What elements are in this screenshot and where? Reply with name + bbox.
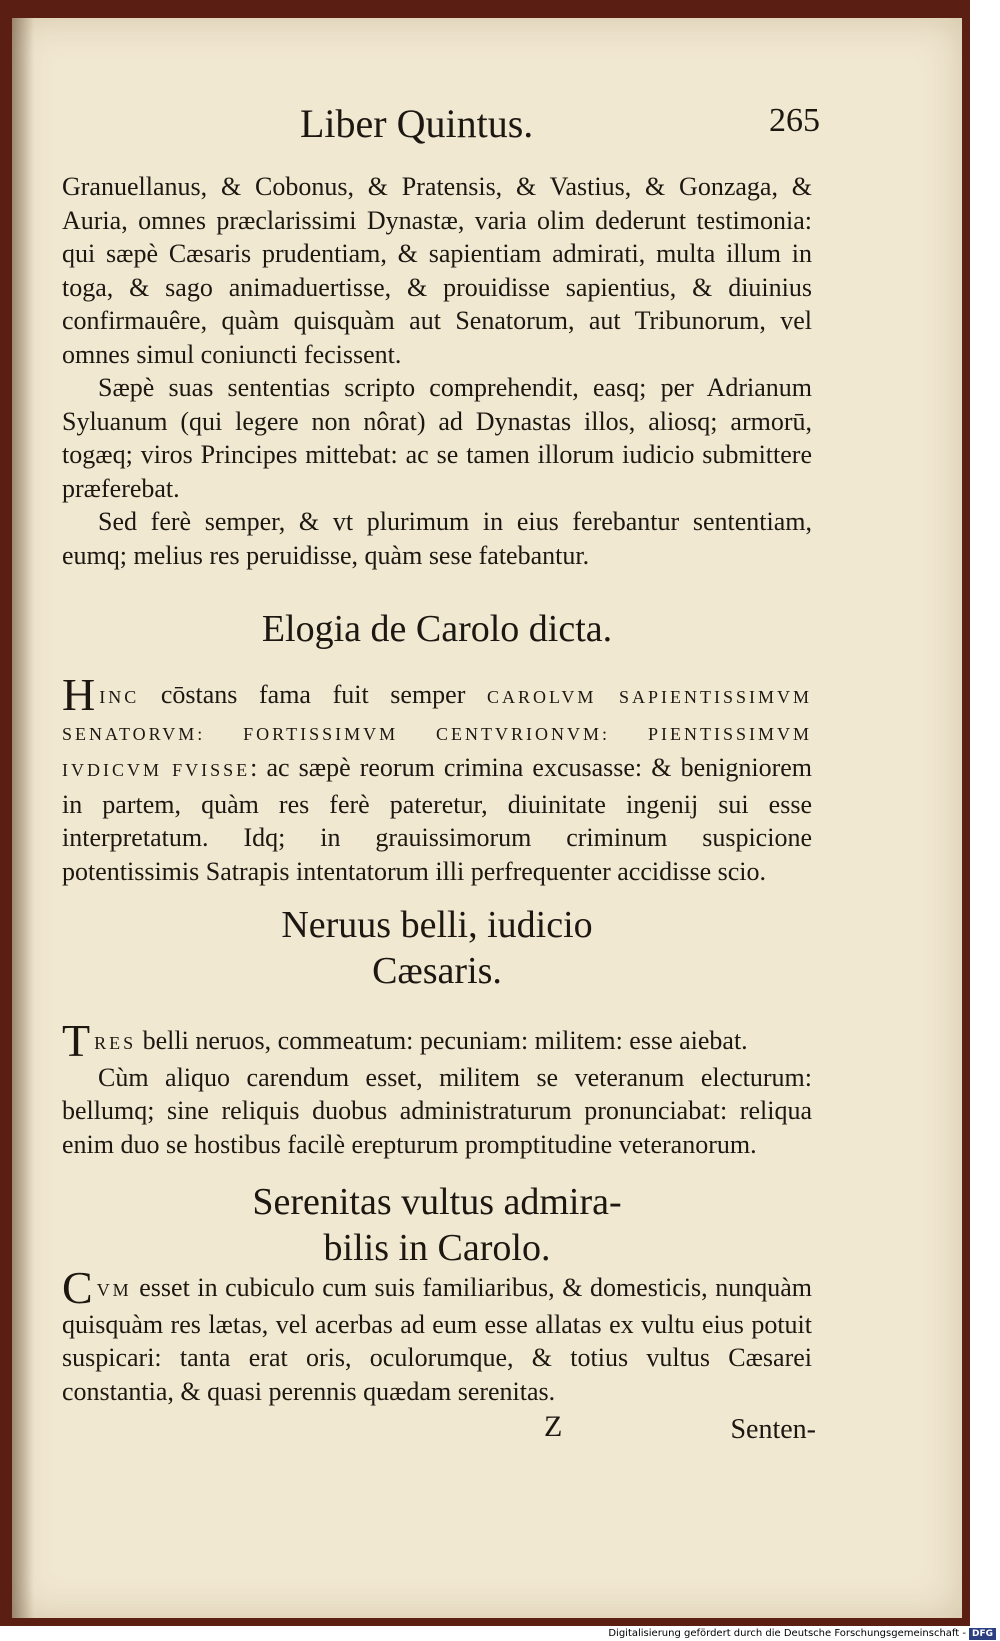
section-paragraph bbox=[62, 1015, 812, 1066]
page-footer bbox=[62, 1410, 816, 1450]
paragraph: Sæpè suas sententias scripto comprehendit, easq; per Adrianum Syluanum (qui legere non nôrat) ad Dynastas illos, aliosq; armorū, togæq; viros Principes mittebat: ac se tamen illorum iudicio submittere præferebat. bbox=[62, 373, 812, 503]
page-text bbox=[62, 100, 820, 1450]
heading-line: Cæsaris. bbox=[372, 950, 502, 992]
section-paragraph bbox=[62, 1262, 812, 1408]
paragraph: Sed ferè semper, & vt plurimum in eius ferebantur sententiam, eumq; melius res peruidisse, quàm sese fatebantur. bbox=[62, 507, 812, 570]
attribution-bar bbox=[576, 1626, 1000, 1641]
opening-small-caps: INC bbox=[99, 687, 140, 707]
signature-mark: Z bbox=[544, 1410, 563, 1443]
running-head: Liber Quintus. bbox=[300, 101, 534, 146]
drop-cap: H bbox=[62, 669, 96, 720]
opening-small-caps: RES bbox=[94, 1033, 137, 1053]
text-run: belli neruos, commeatum: pecuniam: militem: esse aiebat. bbox=[136, 1026, 748, 1055]
dfg-logo: DFG bbox=[969, 1628, 996, 1640]
drop-cap: T bbox=[62, 1015, 91, 1066]
text-run: : ac sæpè reorum crimina excusasse: & benigniorem in partem, quàm res ferè pateretur, diuinitate ingenij sui esse interpretatum. Idq; in grauissimorum criminum suspicione potentissimis Satrapis intentatorum illi perfrequenter accidisse scio. bbox=[62, 753, 812, 886]
section-heading bbox=[62, 902, 812, 994]
paragraph: Cùm aliquo carendum esset, militem se veteranum electurum: bellumq; sine reliquis duobus administraturum pronunciabat: reliqua enim duo se hostibus facilè erepturum promptitudine veteranorum. bbox=[62, 1062, 812, 1159]
attribution-text: Digitalisierung gefördert durch die Deutsche Forschungsgemeinschaft - bbox=[608, 1628, 966, 1639]
heading-line: Neruus belli, iudicio bbox=[281, 904, 593, 946]
gutter-shadow bbox=[12, 18, 34, 1618]
drop-cap: C bbox=[62, 1262, 93, 1313]
heading-line: bilis in Carolo. bbox=[323, 1227, 551, 1269]
catchword: Senten- bbox=[730, 1414, 816, 1445]
page-number: 265 bbox=[769, 102, 820, 139]
text-run: cōstans fama fuit semper bbox=[139, 680, 487, 709]
text-run: esset in cubiculo cum suis familiaribus, & domesticis, nunquàm quisquàm res lætas, vel acerbas ad eum esse allatas ex vultu eius potuit suspicari: tanta erat oris, oculorumque, & totius vultus Cæsarei constantia, & quasi perennis quædam serenitas. bbox=[62, 1273, 812, 1406]
section-heading: Elogia de Carolo dicta. bbox=[261, 608, 613, 650]
small-caps-run: CAROLVM SAPIENTISSIMVM SENATORVM: FORTISSIMVM CENTVRIONVM: PIENTISSIMVM IVDICVM FVISSE bbox=[62, 687, 812, 780]
heading-line: Serenitas vultus admira- bbox=[252, 1181, 622, 1223]
paragraph: Granuellanus, & Cobonus, & Pratensis, & Vastius, & Gonzaga, & Auria, omnes præclarissimi Dynastæ, varia olim dederunt testimonia: qui sæpè Cæsaris prudentiam, & sapientiam admirati, multa illum in toga, & sago animaduertisse, & prouidisse sapientius, & diuinius confirmauêre, quàm quisquàm aut Senatorum, aut Tribunorum, vel omnes simul coniuncti fecissent. bbox=[62, 172, 812, 369]
section-paragraph bbox=[62, 669, 812, 888]
opening-small-caps: VM bbox=[96, 1280, 132, 1300]
section-heading bbox=[62, 1179, 812, 1271]
page-header bbox=[62, 100, 820, 170]
